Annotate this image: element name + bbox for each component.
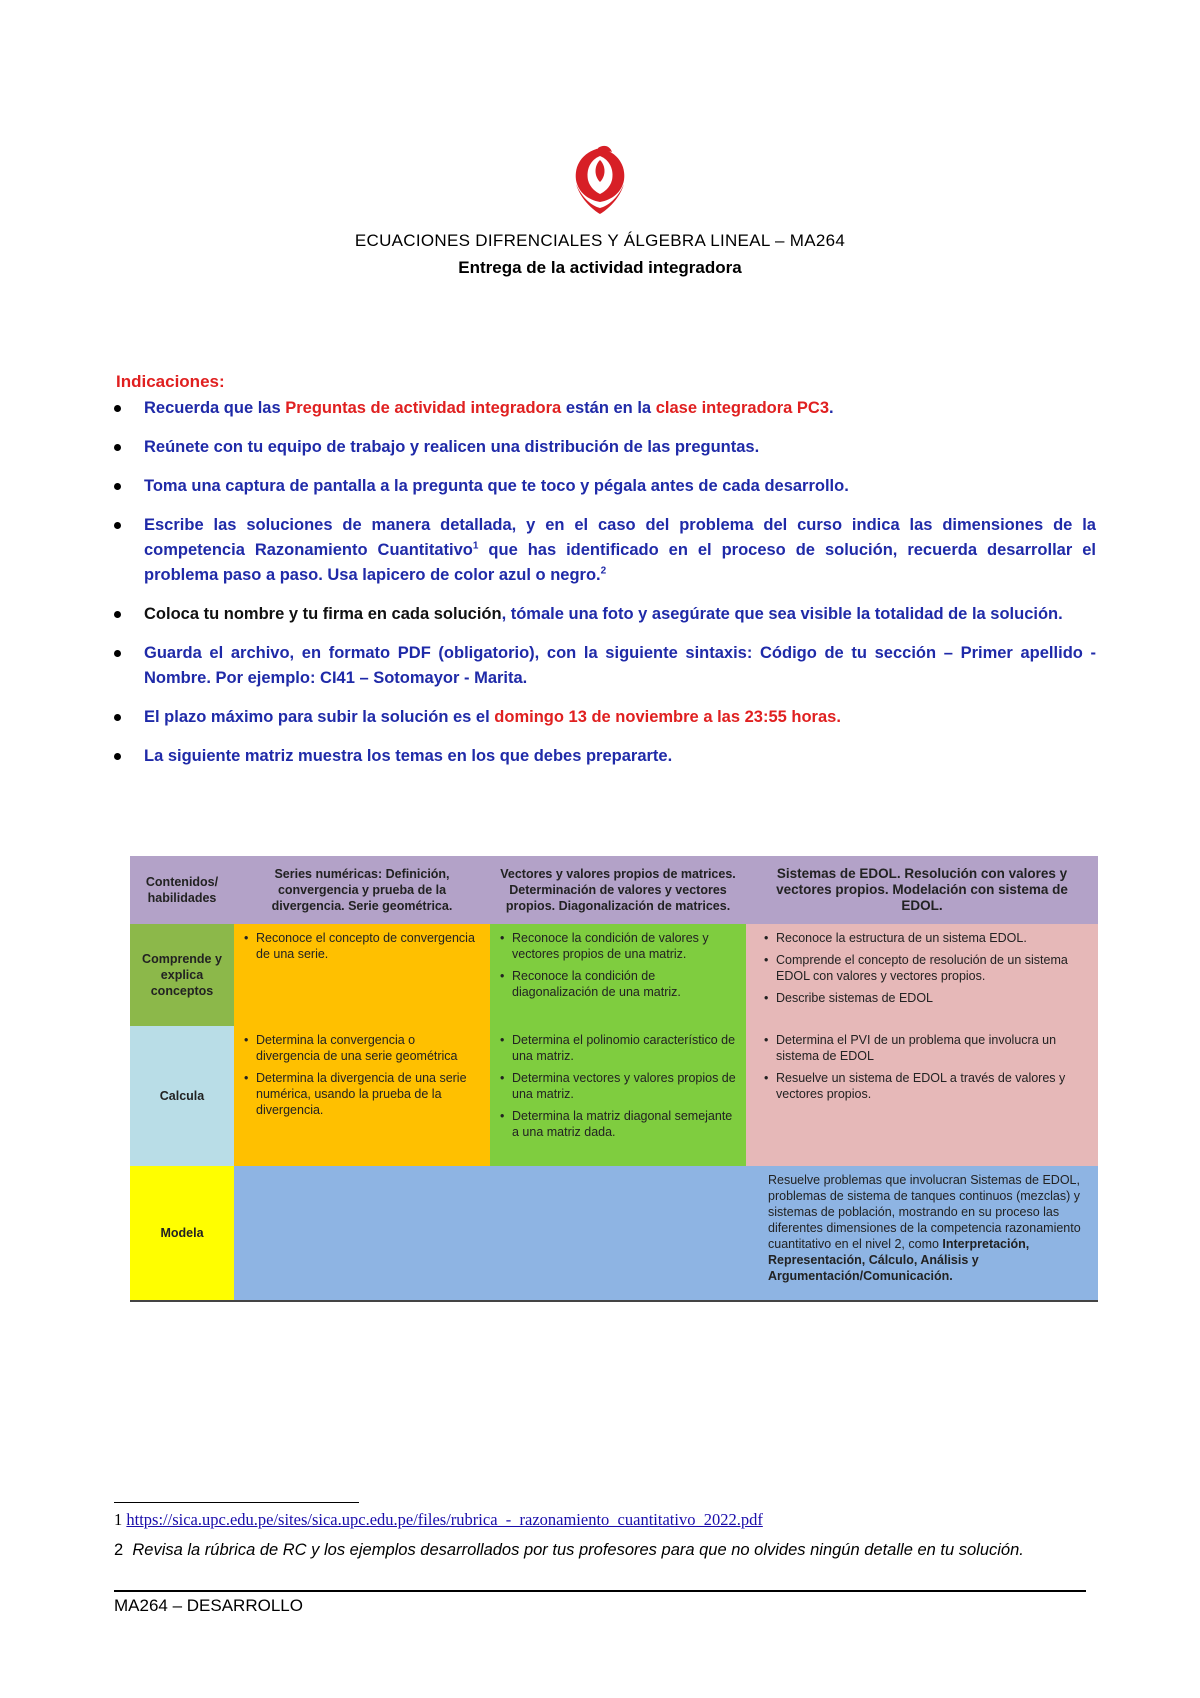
matrix-cell-modela-edol: Resuelve problemas que involucran Sistemas de EDOL, problemas de sistema de tanques continuos (mezclas) y sistemas de población, mostrando en su proceso las diferentes dimensiones de la competencia razonamiento cuantitativo en el nivel 2, como Interpretación, Representación, Cálculo, Análisis y Argumentación/Comunicación. <box>746 1166 1098 1300</box>
matrix-list-item: • Describe sistemas de EDOL <box>762 990 1090 1006</box>
bullet-icon <box>114 522 121 529</box>
matrix-cell-calcula-vectors <box>490 1026 746 1166</box>
bullet-icon <box>114 444 121 451</box>
bullet-icon <box>114 753 121 760</box>
matrix-cell-comprende-edol <box>746 924 1098 1026</box>
instruction-item: Escribe las soluciones de manera detallada, y en el caso del problema del curso indica las dimensiones de la competencia Razonamiento Cuantitativo$^1$ que has identificado en el proceso de solución, recuerda desarrollar el problema paso a paso. Usa lapicero de color azul o negro.$^2$ <box>114 513 1096 588</box>
bullet-icon <box>114 611 121 618</box>
instruction-item: Coloca tu nombre y tu firma en cada solución, tómale una foto y asegúrate que sea visible la totalidad de la solución. <box>114 602 1096 627</box>
page-footer: MA264 – DESARROLLO <box>114 1596 303 1615</box>
matrix-list-item: • Reconoce el concepto de convergencia de una serie. <box>242 930 482 962</box>
matrix-list-item: • Resuelve un sistema de EDOL a través de valores y vectores propios. <box>762 1070 1090 1102</box>
matrix-header-edol: Sistemas de EDOL. Resolución con valores y vectores propios. Modelación con sistema de EDOL. <box>746 856 1098 924</box>
footnote-ref-2[interactable]: 2 <box>600 565 607 577</box>
matrix-list-item: • Determina la convergencia o divergencia de una serie geométrica <box>242 1032 482 1064</box>
rubric-link[interactable]: https://sica.upc.edu.pe/sites/sica.upc.edu.pe/files/rubrica_-_razonamiento_cuantitativo_2022.pdf <box>126 1510 763 1529</box>
footer-rule <box>114 1590 1086 1592</box>
instruction-item: Toma una captura de pantalla a la pregunta que te toco y pégala antes de cada desarrollo. <box>114 474 1096 499</box>
matrix-cell-comprende-vectors <box>490 924 746 1026</box>
instructions-list <box>114 396 1096 783</box>
matrix-list-item: • Determina la matriz diagonal semejante a una matriz dada. <box>498 1108 738 1140</box>
footnote-1: 1 https://sica.upc.edu.pe/sites/sica.upc.edu.pe/files/rubrica_-_razonamiento_cuantitativo_2022.pdf <box>114 1510 763 1529</box>
matrix-cell-modela-empty <box>234 1166 746 1300</box>
instruction-item: Reúnete con tu equipo de trabajo y realicen una distribución de las preguntas. <box>114 435 1096 460</box>
matrix-list-item: • Comprende el concepto de resolución de un sistema EDOL con valores y vectores propios. <box>762 952 1090 984</box>
matrix-list-item: • Determina vectores y valores propios de una matriz. <box>498 1070 738 1102</box>
matrix-list-item: • Determina la divergencia de una serie numérica, usando la prueba de la divergencia. <box>242 1070 482 1118</box>
matrix-bottom-border <box>130 1300 1098 1302</box>
footnote-ref-1[interactable]: 1 <box>472 540 479 552</box>
matrix-cell-comprende-series <box>234 924 490 1026</box>
matrix-list-item: • Reconoce la condición de valores y vectores propios de una matriz. <box>498 930 738 962</box>
bullet-icon <box>114 405 121 412</box>
instruction-item: Guarda el archivo, en formato PDF (obligatorio), con la siguiente sintaxis: Código de tu sección – Primer apellido - Nombre. Por ejemplo: CI41 – Sotomayor - Marita. <box>114 641 1096 691</box>
bullet-icon <box>114 714 121 721</box>
matrix-list-item: • Reconoce la condición de diagonalización de una matriz. <box>498 968 738 1000</box>
matrix-row-label-modela: Modela <box>130 1166 234 1300</box>
matrix-header-corner: Contenidos/ habilidades <box>130 856 234 924</box>
matrix-row-label-comprende: Comprende y explica conceptos <box>130 924 234 1026</box>
bullet-icon <box>114 650 121 657</box>
instruction-item: Recuerda que las Preguntas de actividad integradora están en la clase integradora PC3. <box>114 396 1096 421</box>
bullet-icon <box>114 483 121 490</box>
matrix-list-item: • Determina el polinomio característico de una matriz. <box>498 1032 738 1064</box>
instructions-heading: Indicaciones: <box>116 372 225 391</box>
matrix-row-label-calcula: Calcula <box>130 1026 234 1166</box>
footnote-separator <box>114 1502 359 1503</box>
footnote-2: 2 Revisa la rúbrica de RC y los ejemplos desarrollados por tus profesores para que no olvides ningún detalle en tu solución. <box>114 1541 1024 1559</box>
university-flame-logo <box>560 144 640 218</box>
matrix-list-item: • Reconoce la estructura de un sistema EDOL. <box>762 930 1090 946</box>
matrix-list-item: • Determina el PVI de un problema que involucra un sistema de EDOL <box>762 1032 1090 1064</box>
instruction-item: El plazo máximo para subir la solución es el domingo 13 de noviembre a las 23:55 horas. <box>114 705 1096 730</box>
course-title: ECUACIONES DIFRENCIALES Y ÁLGEBRA LINEAL – MA264 <box>354 231 846 250</box>
matrix-cell-calcula-series <box>234 1026 490 1166</box>
document-subtitle: Entrega de la actividad integradora <box>458 258 742 277</box>
competency-matrix <box>130 856 1098 1300</box>
matrix-header-series: Series numéricas: Definición, convergencia y prueba de la divergencia. Serie geométrica. <box>234 856 490 924</box>
instruction-item: La siguiente matriz muestra los temas en los que debes prepararte. <box>114 744 1096 769</box>
matrix-cell-calcula-edol <box>746 1026 1098 1166</box>
matrix-header-vectors: Vectores y valores propios de matrices. Determinación de valores y vectores propios. Diagonalización de matrices. <box>490 856 746 924</box>
